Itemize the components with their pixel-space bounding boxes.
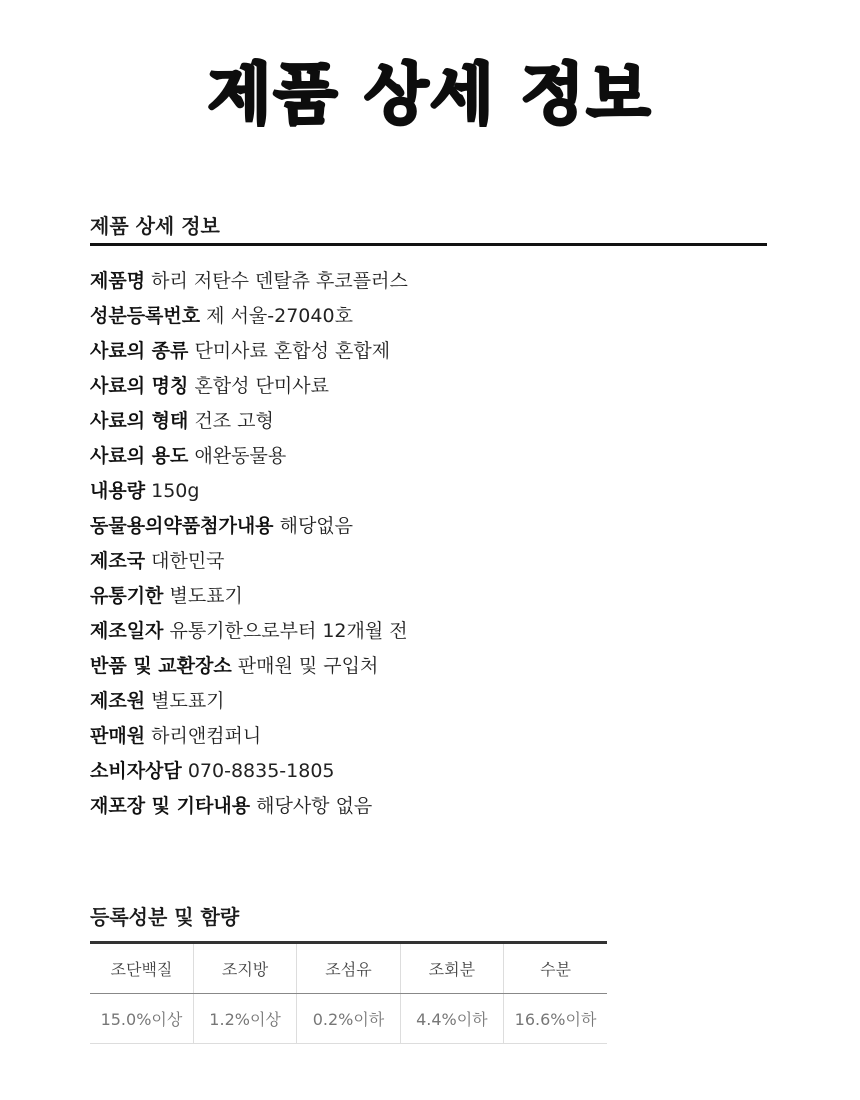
detail-row-feed-purpose bbox=[90, 439, 767, 474]
detail-value: 하리앤컴퍼니 bbox=[151, 725, 262, 747]
table-row bbox=[90, 994, 607, 1044]
detail-value: 단미사료 혼합성 혼합제 bbox=[194, 340, 391, 362]
section-divider bbox=[90, 243, 767, 246]
ingredients-section-heading: 등록성분 및 함량 bbox=[90, 905, 240, 929]
detail-row-manufacture-date bbox=[90, 614, 767, 649]
detail-value: 건조 고형 bbox=[194, 410, 274, 432]
detail-value: 판매원 및 구입처 bbox=[237, 655, 379, 677]
detail-row-manufacturer bbox=[90, 684, 767, 719]
detail-value: 150g bbox=[151, 480, 200, 502]
table-header-row bbox=[90, 944, 607, 994]
detail-value: 애완동물용 bbox=[194, 445, 287, 467]
detail-value: 별도표기 bbox=[151, 690, 225, 712]
detail-value: 070-8835-1805 bbox=[187, 760, 335, 782]
detail-label: 사료의 종류 bbox=[90, 340, 189, 362]
detail-value: 유통기한으로부터 12개월 전 bbox=[169, 620, 408, 642]
table-cell: 4.4%이하 bbox=[400, 994, 503, 1044]
detail-row-feed-type bbox=[90, 334, 767, 369]
detail-row-vet-drug-additive bbox=[90, 509, 767, 544]
detail-value: 하리 저탄수 덴탈츄 후코플러스 bbox=[151, 270, 408, 292]
detail-label: 사료의 명칭 bbox=[90, 375, 189, 397]
detail-label: 제품명 bbox=[90, 270, 146, 292]
detail-value: 별도표기 bbox=[169, 585, 243, 607]
detail-label: 사료의 형태 bbox=[90, 410, 189, 432]
page-title: 제품 상세 정보 bbox=[207, 56, 653, 133]
table-header-cell: 수분 bbox=[504, 944, 607, 994]
detail-label: 내용량 bbox=[90, 480, 146, 502]
detail-value: 제 서울-27040호 bbox=[206, 305, 353, 327]
table-header-cell: 조단백질 bbox=[90, 944, 193, 994]
detail-label: 재포장 및 기타내용 bbox=[90, 795, 251, 817]
detail-row-expiration bbox=[90, 579, 767, 614]
detail-list bbox=[90, 264, 767, 824]
detail-value: 혼합성 단미사료 bbox=[194, 375, 329, 397]
ingredients-table bbox=[90, 944, 607, 1044]
detail-row-feed-name bbox=[90, 369, 767, 404]
detail-row-seller bbox=[90, 719, 767, 754]
detail-row-return-place bbox=[90, 649, 767, 684]
detail-label: 소비자상담 bbox=[90, 760, 182, 782]
detail-value: 대한민국 bbox=[151, 550, 225, 572]
detail-label: 제조일자 bbox=[90, 620, 164, 642]
table-header-cell: 조회분 bbox=[400, 944, 503, 994]
detail-value: 해당없음 bbox=[279, 515, 354, 537]
detail-label: 판매원 bbox=[90, 725, 146, 747]
detail-value: 해당사항 없음 bbox=[256, 795, 373, 817]
detail-row-registration-number bbox=[90, 299, 767, 334]
detail-label: 성분등록번호 bbox=[90, 305, 201, 327]
detail-row-product-name bbox=[90, 264, 767, 299]
detail-label: 동물용의약품첨가내용 bbox=[90, 515, 274, 537]
detail-label: 제조원 bbox=[90, 690, 146, 712]
detail-label: 반품 및 교환장소 bbox=[90, 655, 232, 677]
detail-label: 사료의 용도 bbox=[90, 445, 189, 467]
ingredients-section bbox=[90, 903, 607, 1044]
detail-label: 제조국 bbox=[90, 550, 146, 572]
detail-row-repackaging bbox=[90, 789, 767, 824]
detail-row-feed-form bbox=[90, 404, 767, 439]
table-cell: 1.2%이상 bbox=[193, 994, 296, 1044]
table-cell: 16.6%이하 bbox=[504, 994, 607, 1044]
detail-row-country-of-origin bbox=[90, 544, 767, 579]
table-cell: 0.2%이하 bbox=[297, 994, 400, 1044]
table-cell: 15.0%이상 bbox=[90, 994, 193, 1044]
product-detail-section bbox=[90, 212, 767, 824]
detail-section-heading: 제품 상세 정보 bbox=[90, 214, 220, 238]
detail-label: 유통기한 bbox=[90, 585, 164, 607]
detail-row-net-weight bbox=[90, 474, 767, 509]
detail-row-customer-service bbox=[90, 754, 767, 789]
table-header-cell: 조섬유 bbox=[297, 944, 400, 994]
table-header-cell: 조지방 bbox=[193, 944, 296, 994]
